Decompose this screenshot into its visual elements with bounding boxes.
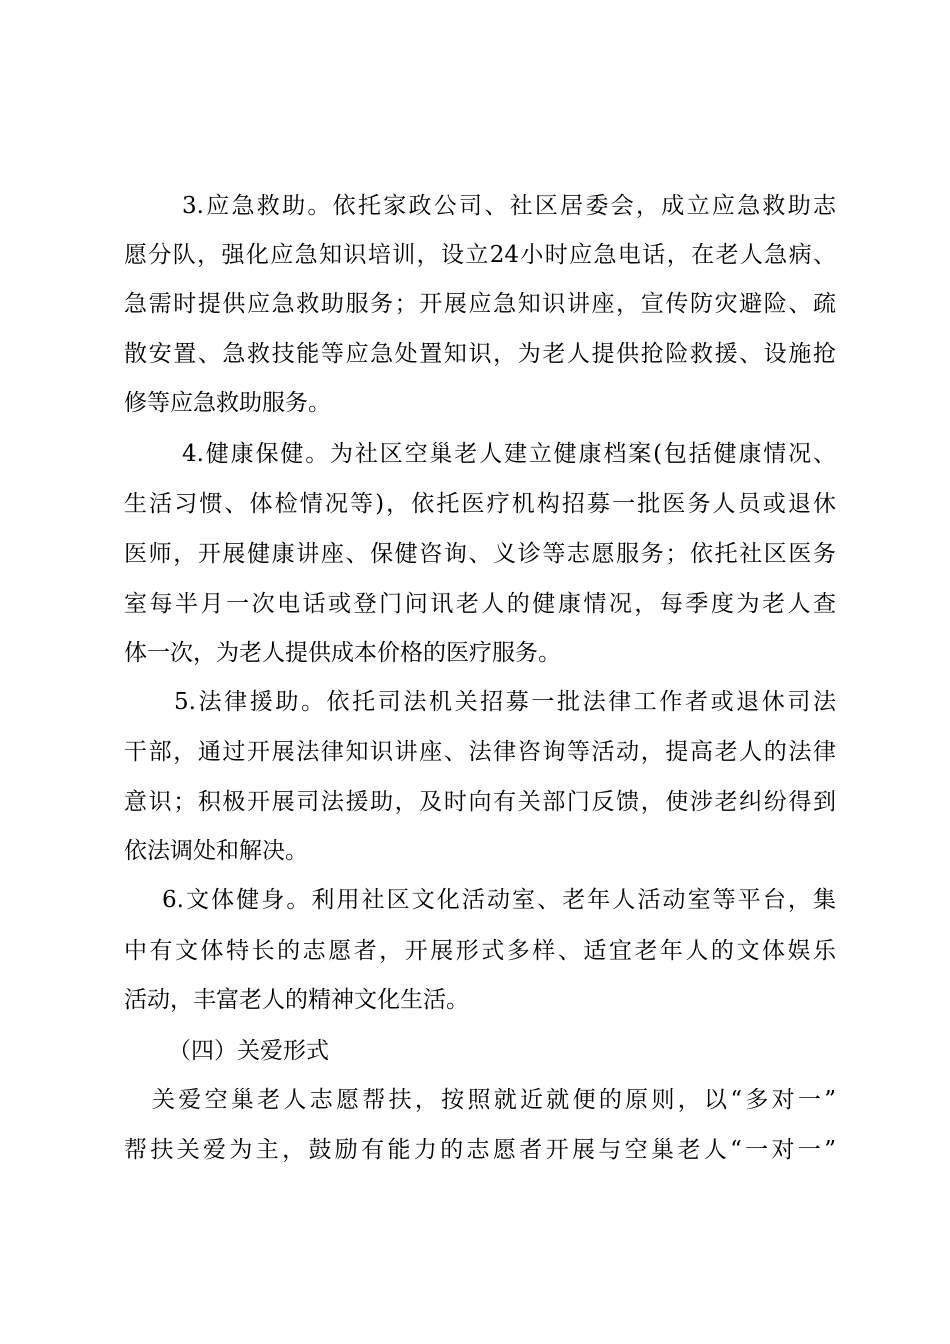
text-line: 干部，通过开展法律知识讲座、法律咨询等活动，提高老人的法律 xyxy=(124,739,836,765)
text-line: 室每半月一次电话或登门问讯老人的健康情况，每季度为老人查 xyxy=(124,591,836,617)
text-line: 3.应急救助。依托家政公司、社区居委会，成立应急救助志 xyxy=(182,193,836,219)
text-line: 散安置、急救技能等应急处置知识，为老人提供抢险救援、设施抢 xyxy=(124,341,836,367)
text-line: 关爱空巢老人志愿帮扶，按照就近就便的原则，以“多对一” xyxy=(152,1087,836,1113)
text-line: 6.文体健身。利用社区文化活动室、老年人活动室等平台，集 xyxy=(162,887,836,913)
text-line: 依法调处和解决。 xyxy=(124,838,308,864)
text-line: 5.法律援助。依托司法机关招募一批法律工作者或退休司法 xyxy=(174,689,836,715)
text-line: 生活习惯、体检情况等)，依托医疗机构招募一批医务人员或退休 xyxy=(124,491,836,517)
text-line: 体一次，为老人提供成本价格的医疗服务。 xyxy=(124,640,561,666)
text-line: 愿分队，强化应急知识培训，设立24小时应急电话，在老人急病、 xyxy=(124,242,836,268)
text-line: 中有文体特长的志愿者，开展形式多样、适宜老年人的文体娱乐 xyxy=(124,938,836,964)
text-line: 活动，丰富老人的精神文化生活。 xyxy=(124,987,469,1013)
section-heading: （四）关爱形式 xyxy=(168,1038,329,1064)
text-line: 意识；积极开展司法援助，及时向有关部门反馈，使涉老纠纷得到 xyxy=(124,789,836,815)
text-line: 急需时提供应急救助服务；开展应急知识讲座，宣传防灾避险、疏 xyxy=(124,291,836,317)
text-line: 4.健康保健。为社区空巢老人建立健康档案(包括健康情况、 xyxy=(182,441,836,467)
text-line: 修等应急救助服务。 xyxy=(124,390,331,416)
text-line: 帮扶关爱为主，鼓励有能力的志愿者开展与空巢老人“一对一” xyxy=(124,1137,836,1163)
text-line: 医师，开展健康讲座、保健咨询、义诊等志愿服务；依托社区医务 xyxy=(124,541,836,567)
